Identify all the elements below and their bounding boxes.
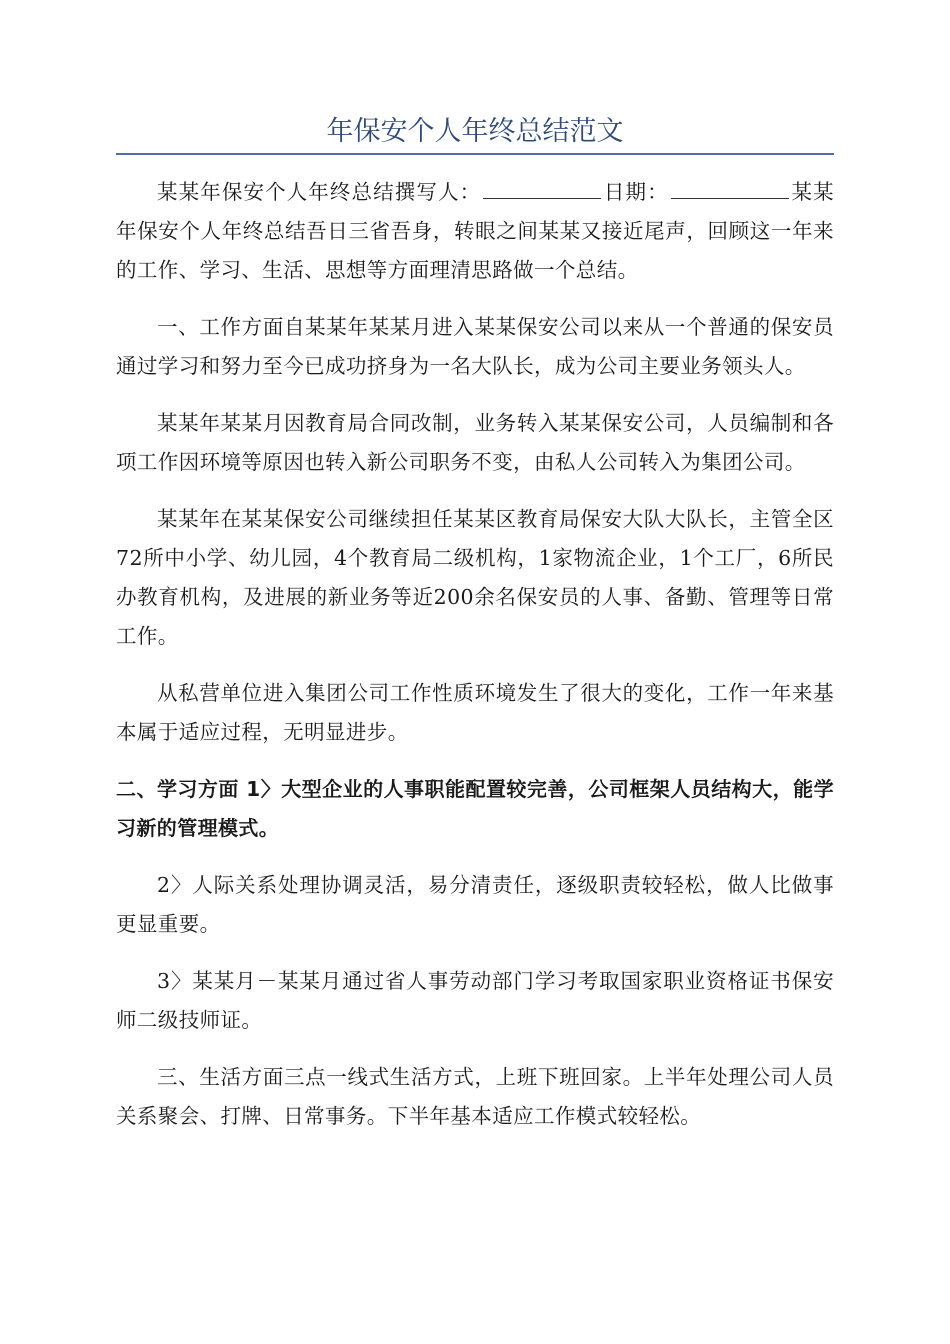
section3-paragraph: 三、生活方面三点一线式生活方式，上班下班回家。上半年处理公司人员关系聚会、打牌、日常事务。下半年基本适应工作模式较轻松。 [116, 1065, 834, 1128]
author-blank [483, 178, 601, 199]
paragraph-adaptation: 从私营单位进入集团公司工作性质环境发生了很大的变化，工作一年来基本属于适应过程，无明显进步。 [116, 681, 834, 744]
intro-text: 某某年保安个人年终总结吾日三省吾身，转眼之间某某又接近尾声，回顾这一年来的工作、学习、生活、思想等方面理清思路做一个总结。 [116, 180, 834, 282]
document-body [116, 173, 834, 1154]
title-underline [116, 153, 834, 155]
paragraph-duties: 某某年在某某保安公司继续担任某某区教育局保安大队大队长，主管全区72所中小学、幼儿园，4个教育局二级机构，1家物流企业，1个工厂，6所民办教育机构，及进展的新业务等近200余名保安员的人事、备勤、管理等日常工作。 [116, 507, 834, 648]
date-blank [671, 178, 789, 199]
document-title: 年保安个人年终总结范文 [326, 116, 624, 147]
intro-paragraph [116, 173, 834, 290]
section2-heading: 二、学习方面 1〉大型企业的人事职能配置较完善，公司框架人员结构大，能学习新的管理模式。 [116, 777, 834, 840]
paragraph-restructure: 某某年某某月因教育局合同改制，业务转入某某保安公司，人员编制和各项工作因环境等原因也转入新公司职务不变，由私人公司转入为集团公司。 [116, 411, 834, 474]
section2-item-3: 3〉某某月－某某月通过省人事劳动部门学习考取国家职业资格证书保安师二级技师证。 [116, 969, 834, 1032]
date-label: 日期： [603, 180, 669, 204]
paragraph-work: 一、工作方面自某某年某某月进入某某保安公司以来从一个普通的保安员通过学习和努力至今已成功挤身为一名大队长，成为公司主要业务领头人。 [116, 315, 834, 378]
author-label: 某某年保安个人年终总结撰写人： [157, 180, 482, 204]
section2-item-2: 2〉人际关系处理协调灵活，易分清责任，逐级职责较轻松，做人比做事更显重要。 [116, 873, 834, 936]
